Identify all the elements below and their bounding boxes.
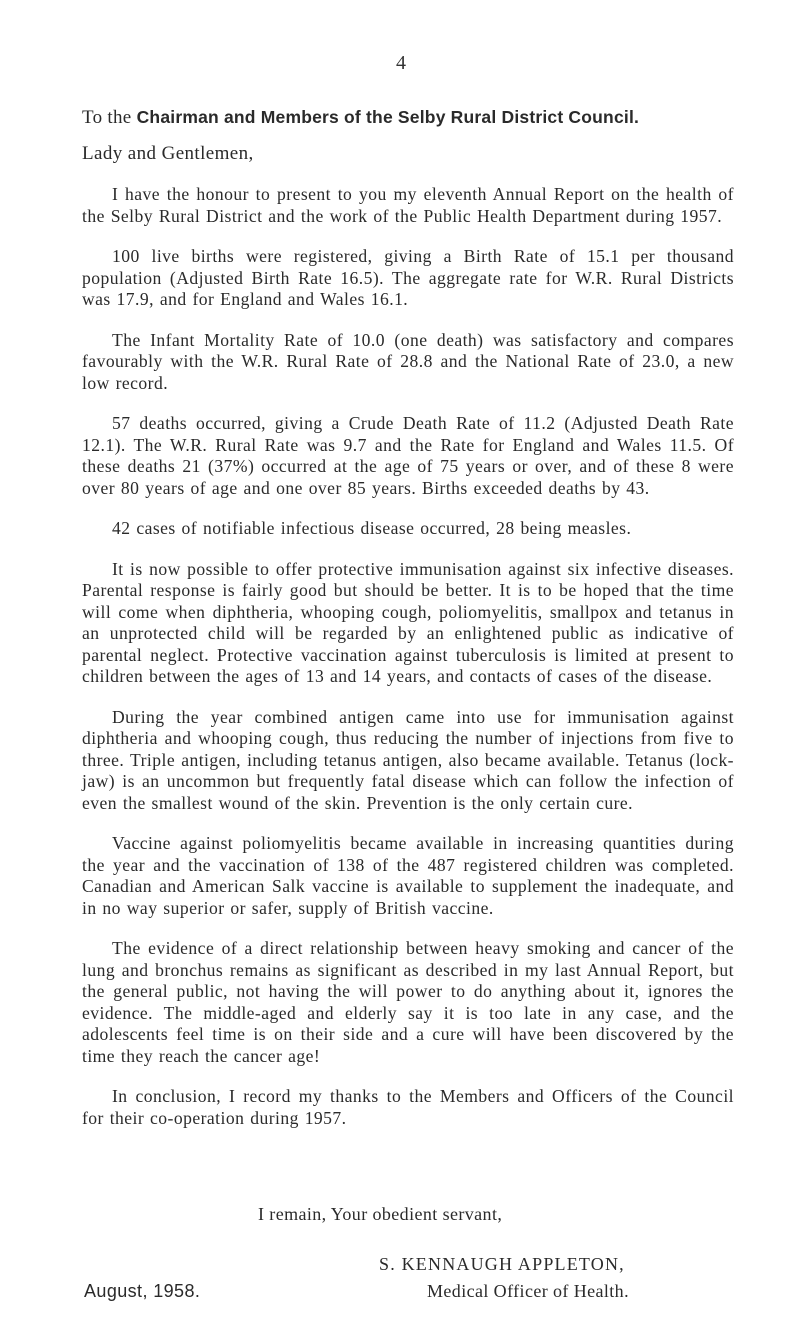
paragraph-introduction: I have the honour to present to you my eleventh Annual Report on the health of the Selby Rural District and the work of the Public Health Department during 1957.: [82, 184, 734, 226]
paragraph-poliomyelitis: Vaccine against poliomyelitis became available in increasing quantities during the year and the vaccination of 138 of the 487 registered children was completed. Canadian and American Salk vaccine is available to supplement the inadequate, and in no way superior or safer, supply of British vaccine.: [82, 833, 734, 918]
paragraph-infant-mortality: The Infant Mortality Rate of 10.0 (one death) was satisfactory and compares favourably with the W.R. Rural Rate of 28.8 and the National Rate of 23.0, a new low record.: [82, 329, 734, 393]
report-body: [82, 184, 734, 1148]
report-date: August, 1958.: [84, 1281, 201, 1301]
salutation: Lady and Gentlemen,: [82, 143, 254, 164]
paragraph-deaths: 57 deaths occurred, giving a Crude Death Rate of 11.2 (Adjusted Death Rate 12.1). The W.R. Rural Rate was 9.7 and the Rate for England and Wales 11.5. Of these deaths 21 (37%) occurred at the age of 75 years or over, and of these 8 were over 80 years of age and one over 85 years. Births exceeded deaths by 43.: [82, 413, 734, 498]
page-number: 4: [396, 52, 406, 74]
paragraph-infectious-disease: 42 cases of notifiable infectious disease occurred, 28 being measles.: [112, 518, 632, 538]
address-to: To the: [82, 107, 137, 128]
paragraph-conclusion: In conclusion, I record my thanks to the Members and Officers of the Council for their co-operation during 1957.: [82, 1086, 734, 1128]
signatory-designation: Medical Officer of Health.: [427, 1281, 629, 1301]
paragraph-combined-antigen: During the year combined antigen came into use for immunisation against diphtheria and whooping cough, thus reducing the number of injections from five to three. Triple antigen, including tetanus antigen, also became available. Tetanus (lock-jaw) is an uncommon but frequently fatal disease which can follow the infection of even the smallest wound of the skin. Prevention is the only certain cure.: [82, 706, 734, 813]
paragraph-births: 100 live births were registered, giving a Birth Rate of 15.1 per thousand population (Adjusted Birth Rate 16.5). The aggregate rate for W.R. Rural Districts was 17.9, and for England and Wales 16.1.: [82, 246, 734, 309]
address-line: [82, 107, 639, 129]
paragraph-immunisation: It is now possible to offer protective immunisation against six infective diseases. Parental response is fairly good but should be better. It is to be hoped that the time will come when diphtheria, whooping cough, poliomyelitis, smallpox and tetanus in an unprotected child will be regarded by an enlightened public as indicative of parental neglect. Protective vaccination against tuberculosis is limited at present to children between the ages of 13 and 14 years, and contacts of cases of the disease.: [82, 558, 734, 686]
signature-name: S. KENNAUGH APPLETON,: [379, 1254, 625, 1274]
address-council: Chairman and Members of the Selby Rural District Council.: [136, 107, 640, 127]
closing-remain: I remain, Your obedient servant,: [258, 1204, 503, 1224]
paragraph-smoking: The evidence of a direct relationship between heavy smoking and cancer of the lung and bronchus remains as significant as described in my last Annual Report, but the general public, not having the will power to do anything about it, ignores the evidence. The middle-aged and elderly say it is too late in any case, and the adolescents feel time is on their side and a cure will have been discovered by the time they reach the cancer age!: [82, 938, 734, 1066]
